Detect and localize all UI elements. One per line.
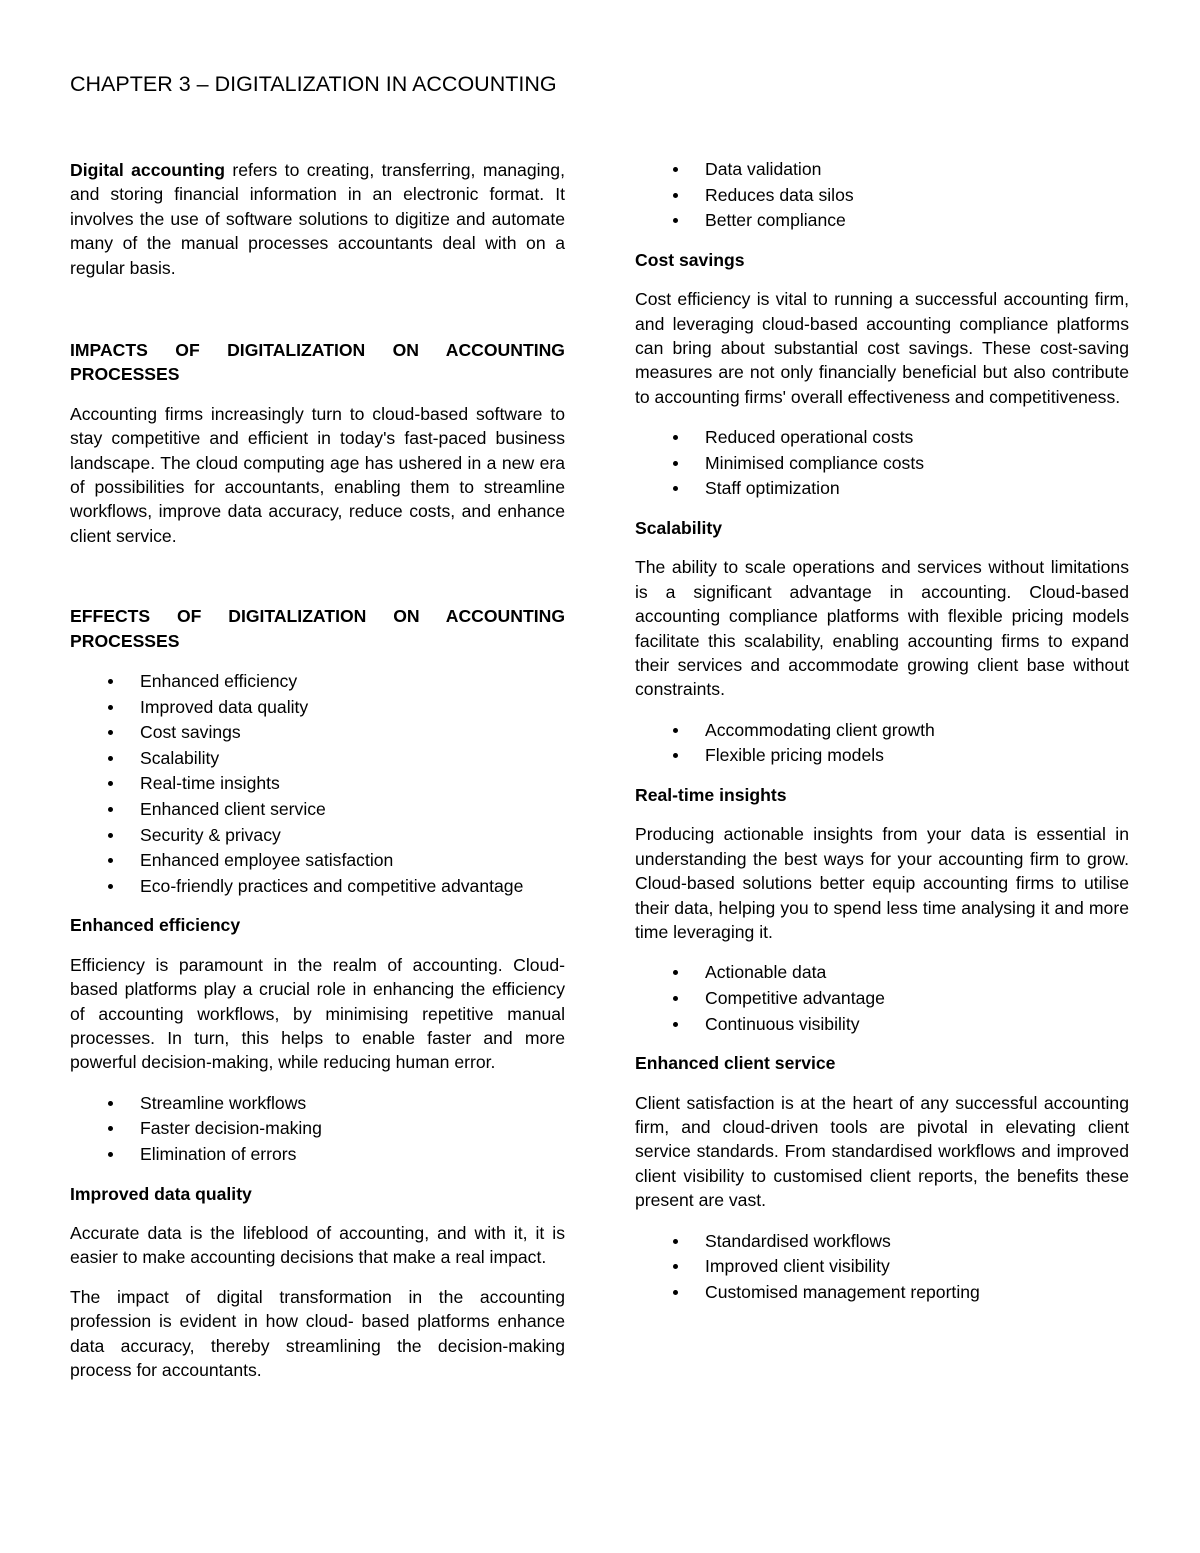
list-item: Elimination of errors <box>70 1142 565 1168</box>
list-item: Competitive advantage <box>635 986 1129 1012</box>
impacts-heading: IMPACTS OF DIGITALIZATION ON ACCOUNTING PROCESSES <box>70 340 565 385</box>
list-item: Customised management reporting <box>635 1280 1129 1306</box>
bullet-icon <box>673 486 678 491</box>
list-item: Continuous visibility <box>635 1012 1129 1038</box>
intro-paragraph <box>70 158 565 280</box>
enhanced-efficiency-paragraph: Efficiency is paramount in the realm of accounting. Cloud-based platforms play a crucial role in enhancing the efficiency of accounting workflows, by minimising repetitive manual processes. In turn, this helps to enable faster and more powerful decision-making, while reducing human error. <box>70 954 565 1073</box>
list-item: Faster decision-making <box>70 1116 565 1142</box>
list-item: Real-time insights <box>70 771 565 797</box>
cost-savings-paragraph: Cost efficiency is vital to running a successful accounting firm, and leveraging cloud-based accounting compliance platforms can bring about substantial cost savings. These cost-saving measures are not only financially beneficial but also contribute to accounting firms' overall effectiveness and competitiveness. <box>635 289 1129 407</box>
list-item: Reduces data silos <box>635 183 1129 209</box>
list-item: Accommodating client growth <box>635 718 1129 744</box>
effects-list <box>70 669 565 899</box>
client-service-heading: Enhanced client service <box>635 1053 836 1074</box>
bullet-icon <box>108 807 113 812</box>
list-item: Flexible pricing models <box>635 743 1129 769</box>
page-title: CHAPTER 3 – DIGITALIZATION IN ACCOUNTING <box>70 72 557 96</box>
effects-heading: EFFECTS OF DIGITALIZATION ON ACCOUNTING PROCESSES <box>70 606 565 651</box>
cost-savings-list <box>635 425 1129 502</box>
bullet-icon <box>673 193 678 198</box>
intro-text: refers to creating, transferring, managing, and storing financial information in an electronic format. It involves the use of software solutions to digitize and automate many of the manual processes accountants deal with on a regular basis. <box>70 160 565 278</box>
list-item: Reduced operational costs <box>635 425 1129 451</box>
list-item: Actionable data <box>635 960 1129 986</box>
bullet-icon <box>108 679 113 684</box>
improved-data-quality-list <box>635 157 1129 234</box>
bullet-icon <box>673 1022 678 1027</box>
list-item: Standardised workflows <box>635 1229 1129 1255</box>
realtime-insights-paragraph: Producing actionable insights from your data is essential in understanding the best ways for your accounting firm to grow. Cloud-based solutions better equip accounting firms to utilise their data, helping you to spend less time analysing it and more time leveraging it. <box>635 824 1129 943</box>
right-column <box>635 157 1129 1305</box>
bullet-icon <box>108 705 113 710</box>
bullet-icon <box>108 833 113 838</box>
bullet-icon <box>673 1290 678 1295</box>
enhanced-efficiency-heading: Enhanced efficiency <box>70 915 241 936</box>
intro-term: Digital accounting <box>70 160 225 180</box>
cost-savings-heading: Cost savings <box>635 249 745 270</box>
list-item: Minimised compliance costs <box>635 451 1129 477</box>
bullet-icon <box>108 781 113 786</box>
bullet-icon <box>673 167 678 172</box>
scalability-list <box>635 718 1129 769</box>
list-item: Cost savings <box>70 720 565 746</box>
scalability-paragraph: The ability to scale operations and services without limitations is a significant advantage in accounting. Cloud-based accounting compliance platforms with flexible pricing models facilitate this scalability, enabling accounting firms to expand their services and accommodate growing client base without constraints. <box>635 557 1129 700</box>
scalability-heading: Scalability <box>635 518 723 538</box>
bullet-icon <box>673 1264 678 1269</box>
impacts-paragraph: Accounting firms increasingly turn to cloud-based software to stay competitive and efficient in today's fast-paced business landscape. The cloud computing age has ushered in a new era of possibilities for accountants, enabling them to streamline workflows, improve data accuracy, reduce costs, and enhance client service. <box>70 403 565 546</box>
list-item: Improved client visibility <box>635 1254 1129 1280</box>
bullet-icon <box>108 884 113 889</box>
list-item: Enhanced efficiency <box>70 669 565 695</box>
client-service-list <box>635 1229 1129 1306</box>
bullet-icon <box>673 996 678 1001</box>
bullet-icon <box>673 753 678 758</box>
list-item: Enhanced employee satisfaction <box>70 848 565 874</box>
bullet-icon <box>108 1152 113 1157</box>
list-item: Eco-friendly practices and competitive advantage <box>70 874 565 900</box>
bullet-icon <box>673 970 678 975</box>
bullet-icon <box>108 1126 113 1131</box>
client-service-paragraph: Client satisfaction is at the heart of any successful accounting firm, and cloud-driven tools are pivotal in elevating client service standards. From standardised workflows and improved client visibility to customised client reports, the benefits these present are vast. <box>635 1092 1129 1211</box>
list-item: Enhanced client service <box>70 797 565 823</box>
bullet-icon <box>673 218 678 223</box>
list-item: Data validation <box>635 157 1129 183</box>
realtime-insights-heading: Real-time insights <box>635 785 787 806</box>
bullet-icon <box>108 730 113 735</box>
bullet-icon <box>108 756 113 761</box>
bullet-icon <box>673 728 678 733</box>
enhanced-efficiency-list <box>70 1091 565 1168</box>
list-item: Streamline workflows <box>70 1091 565 1117</box>
improved-data-quality-heading: Improved data quality <box>70 1183 252 1204</box>
realtime-insights-list <box>635 960 1129 1037</box>
bullet-icon <box>108 1101 113 1106</box>
improved-data-quality-paragraph-1: Accurate data is the lifeblood of accounting, and with it, it is easier to make accounting decisions that make a real impact. <box>70 1223 565 1268</box>
list-item: Improved data quality <box>70 695 565 721</box>
improved-data-quality-paragraph-2: The impact of digital transformation in the accounting profession is evident in how cloud- based platforms enhance data accuracy, thereby streamlining the decision-making process for accountants. <box>70 1286 565 1381</box>
bullet-icon <box>673 435 678 440</box>
list-item: Security & privacy <box>70 823 565 849</box>
bullet-icon <box>673 461 678 466</box>
list-item: Staff optimization <box>635 476 1129 502</box>
list-item: Better compliance <box>635 208 1129 234</box>
bullet-icon <box>673 1239 678 1244</box>
list-item: Scalability <box>70 746 565 772</box>
left-column <box>70 158 565 1383</box>
bullet-icon <box>108 858 113 863</box>
